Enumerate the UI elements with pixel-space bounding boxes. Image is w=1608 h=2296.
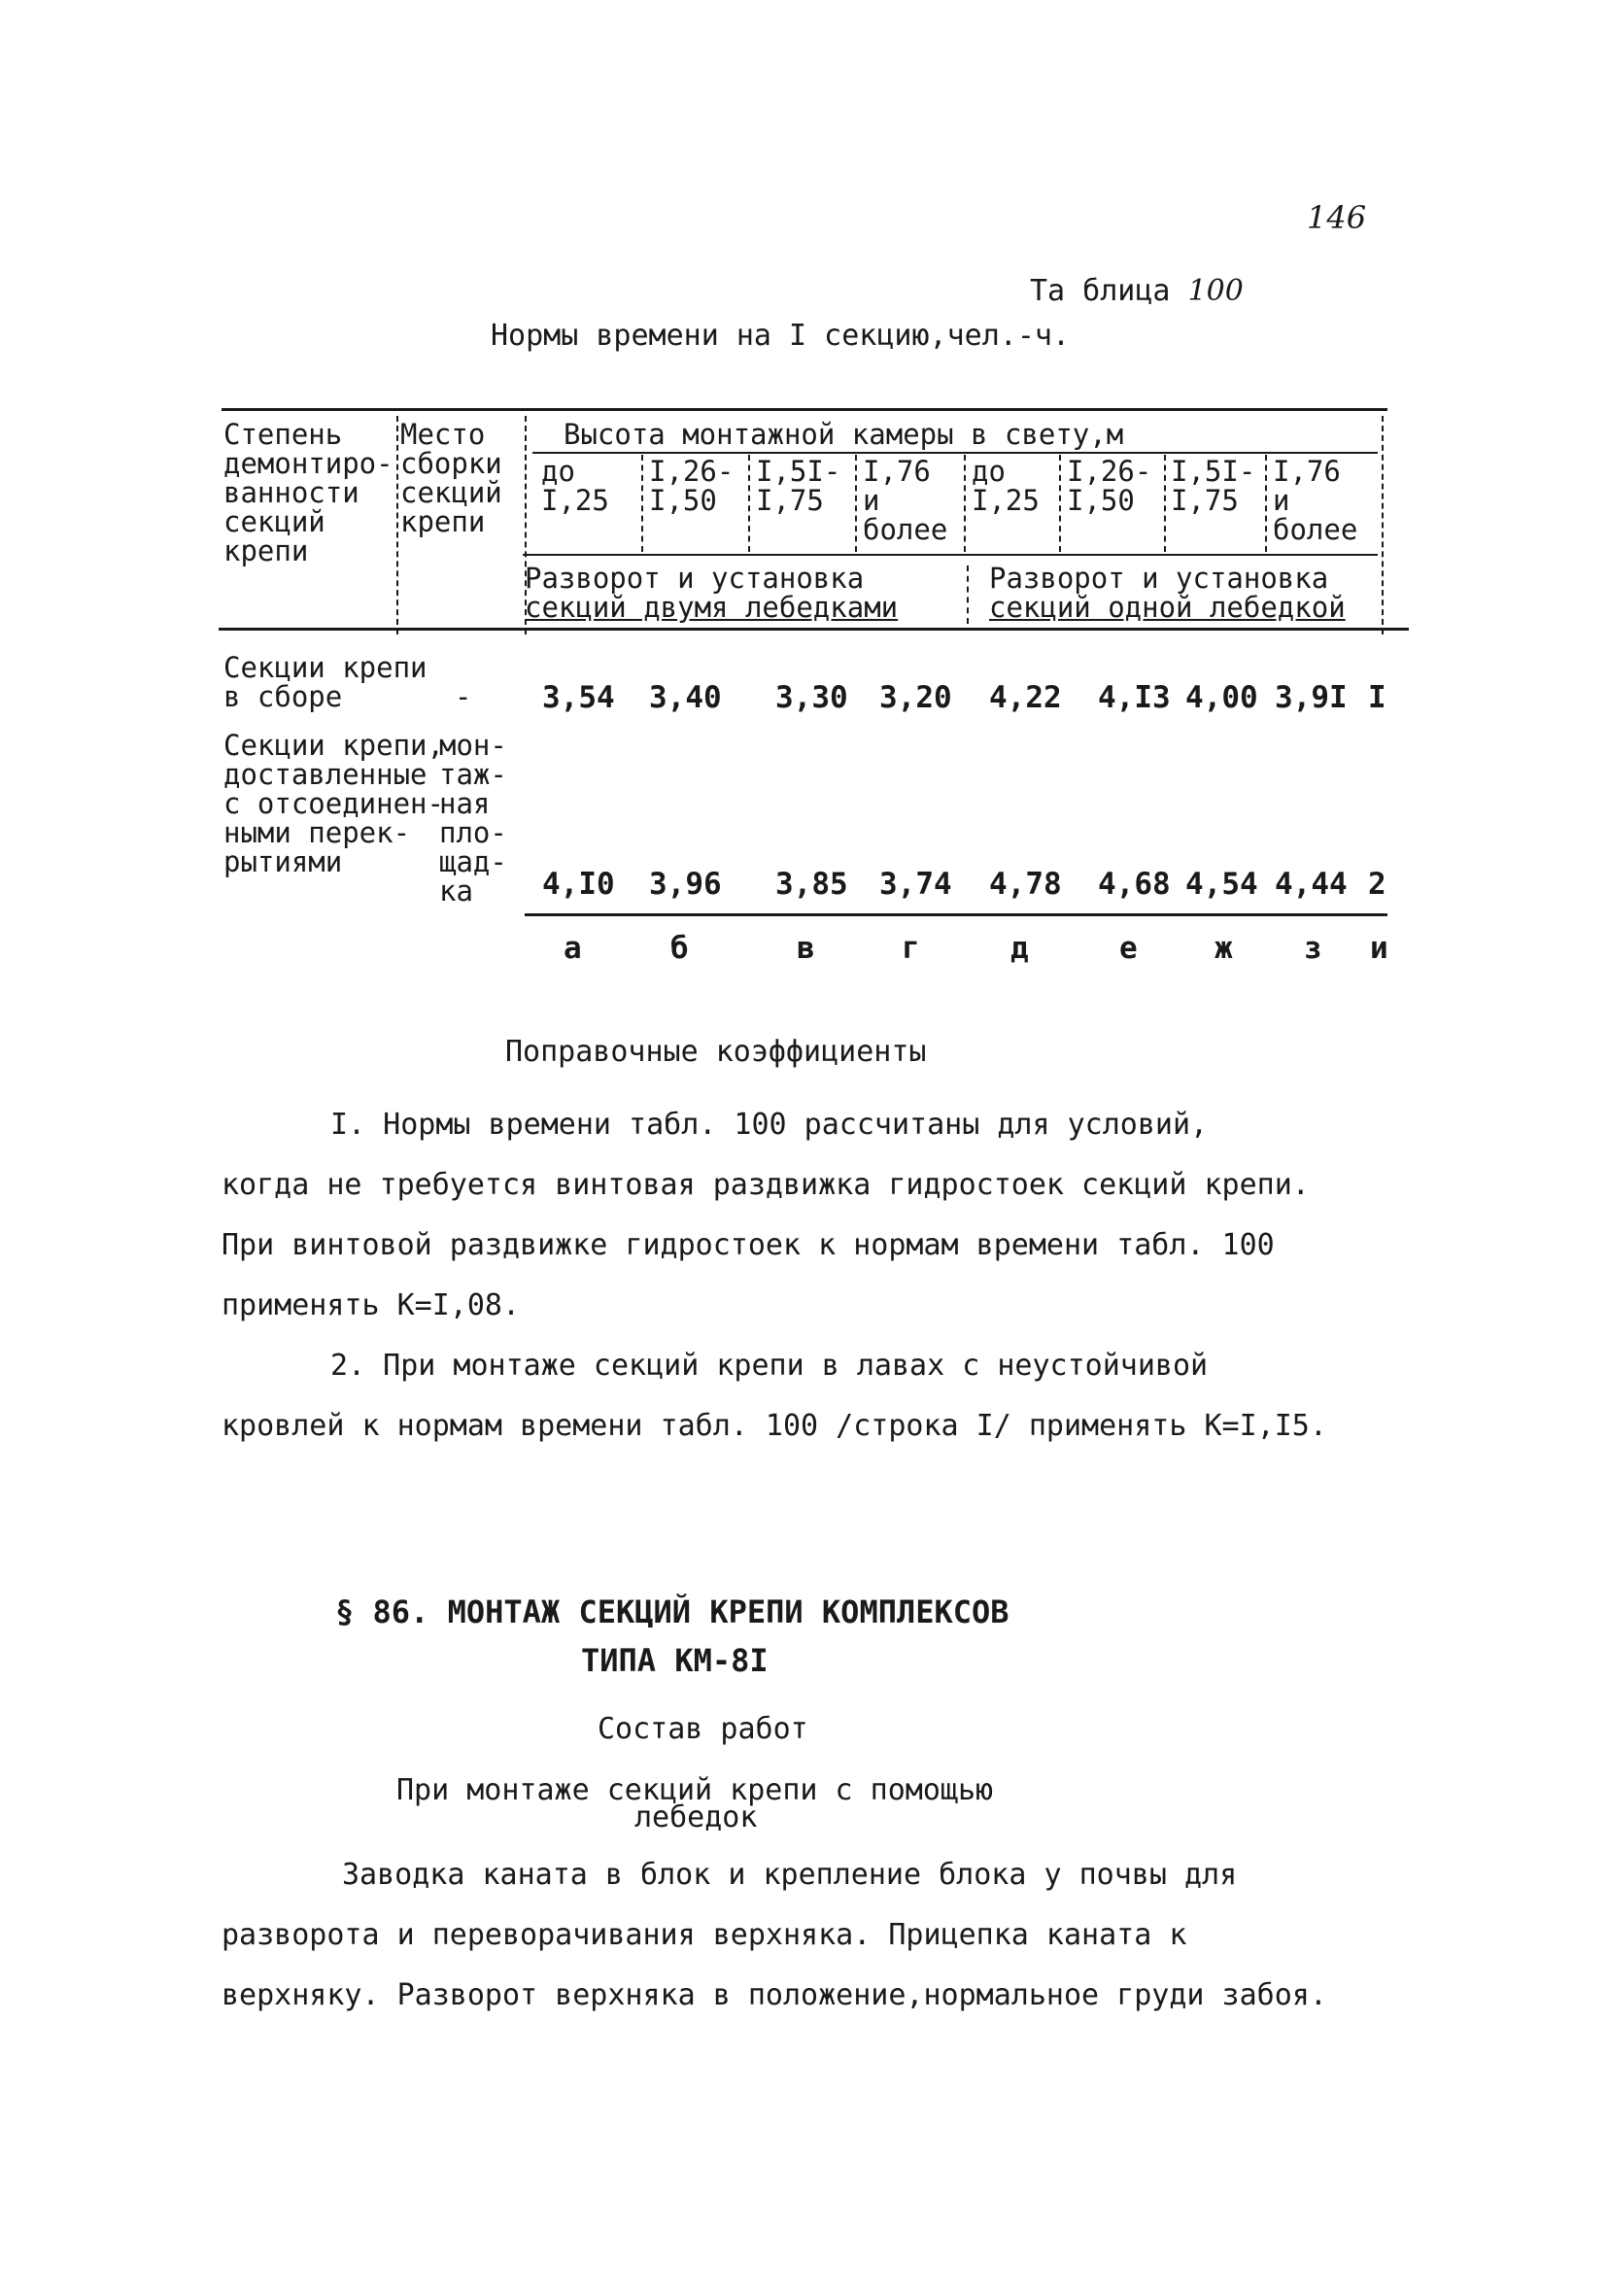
height-col-v: I,5I- I,75 (756, 455, 841, 517)
coef-p1-line2: когда не требуется винтовая раздвижка гидростоек секций крепи. (222, 1168, 1310, 1202)
row1-val-d: 4,22 (989, 680, 1062, 715)
coefficients-title: Поправочные коэффициенты (505, 1035, 927, 1069)
table-label-number: 100 (1187, 274, 1244, 308)
page-number: 146 (1307, 199, 1367, 236)
coef-p2-line1: 2. При монтаже секций крепи в лавах с неустойчивой (330, 1349, 1209, 1383)
col-sep-1 (396, 416, 398, 634)
hsep-6 (1164, 455, 1166, 552)
table-label (1030, 274, 1244, 308)
coef-p1-line3: При винтовой раздвижке гидростоек к нормам времени табл. 100 (222, 1228, 1275, 1262)
row2-num: 2 (1368, 867, 1386, 902)
heights-rule (523, 554, 1378, 556)
row2-val-z: 4,44 (1275, 867, 1348, 902)
table-label-prefix: Та блица (1030, 274, 1171, 308)
height-col-d: до I,25 (972, 455, 1040, 517)
section-body-line3: верхняку. Разворот верхняка в положение,нормальное груди забоя. (222, 1978, 1327, 2012)
letter-d: д (1010, 931, 1029, 966)
hsep-5 (1059, 455, 1061, 552)
height-col-z: I,76 и более (1273, 455, 1358, 546)
letter-i: и (1370, 931, 1388, 966)
row2-place: мон- таж- ная пло- щад- ка (439, 729, 507, 908)
section-body-line1: Заводка каната в блок и крепление блока у почвы для (342, 1858, 1238, 1892)
letter-e: е (1119, 931, 1138, 966)
coef-p1-line4: применять К=I,08. (222, 1288, 521, 1322)
span-title-rule (532, 452, 1378, 454)
row2-val-e: 4,68 (1098, 867, 1171, 902)
header-bottom-rule (219, 628, 1409, 631)
hsep-3 (855, 455, 857, 552)
header-place: Место сборки секций крепи (400, 418, 502, 538)
hsep-7 (1265, 455, 1267, 552)
section-subtitle: Состав работ (598, 1712, 808, 1746)
table-caption: Нормы времени на I секцию,чел.-ч. (491, 319, 1071, 353)
row1-val-zh: 4,00 (1185, 680, 1258, 715)
section-sub2-line2: лебедок (634, 1800, 758, 1834)
hsep-2 (748, 455, 750, 552)
col-sep-end (1382, 416, 1384, 634)
section-heading-line2: ТИПА КМ-8I (581, 1642, 769, 1679)
row2-val-zh: 4,54 (1185, 867, 1258, 902)
section-sub2-line1: При монтаже секций крепи с помощью (396, 1773, 994, 1807)
coef-p1-line1: I. Нормы времени табл. 100 рассчитаны для условий, (330, 1108, 1209, 1142)
row1-val-e: 4,I3 (1098, 680, 1171, 715)
group-one-winch: Разворот и установка секций одной лебедкой (989, 562, 1346, 624)
letter-b: б (670, 931, 689, 966)
height-col-a: до I,25 (541, 455, 609, 517)
row2-val-v: 3,85 (775, 867, 848, 902)
section-body-line2: разворота и переворачивания верхняка. Прицепка каната к (222, 1918, 1187, 1952)
header-span-title: Высота монтажной камеры в свету,м (564, 418, 1124, 451)
hsep-1 (641, 455, 643, 552)
row2-val-g: 3,74 (879, 867, 952, 902)
row2-val-a: 4,I0 (542, 867, 615, 902)
row1-num: I (1368, 680, 1386, 715)
height-col-e: I,26- I,50 (1067, 455, 1152, 517)
table-top-rule (222, 408, 1387, 411)
header-degree: Степень демонтиро- ванности секций крепи (223, 418, 393, 567)
row2-desc: Секции крепи, доставленные с отсоединен- ными перек- рытиями (223, 729, 444, 878)
table-bottom-rule (525, 913, 1387, 916)
height-col-b: I,26- I,50 (649, 455, 735, 517)
letter-z: з (1304, 931, 1322, 966)
group-two-winches: Разворот и установка секций двумя лебедками (525, 562, 899, 624)
row1-val-b: 3,40 (649, 680, 722, 715)
row1-val-v: 3,30 (775, 680, 848, 715)
row1-val-a: 3,54 (542, 680, 615, 715)
row1-desc: Секции крепи в сборе (223, 651, 428, 713)
hsep-4 (964, 455, 966, 552)
row2-val-b: 3,96 (649, 867, 722, 902)
height-col-zh: I,5I- I,75 (1171, 455, 1256, 517)
letter-a: а (564, 931, 582, 966)
letter-g: г (902, 931, 920, 966)
group-sep (967, 565, 969, 624)
row2-val-d: 4,78 (989, 867, 1062, 902)
letter-zh: ж (1215, 931, 1233, 966)
height-col-g: I,76 и более (863, 455, 948, 546)
section-heading-line1: § 86. МОНТАЖ СЕКЦИЙ КРЕПИ КОМПЛЕКСОВ (335, 1593, 1009, 1630)
coef-p2-line2: кровлей к нормам времени табл. 100 /строка I/ применять К=I,I5. (222, 1409, 1327, 1443)
row1-val-g: 3,20 (879, 680, 952, 715)
letter-v: в (797, 931, 815, 966)
row1-val-z: 3,9I (1275, 680, 1348, 715)
row1-place: - (455, 680, 472, 713)
